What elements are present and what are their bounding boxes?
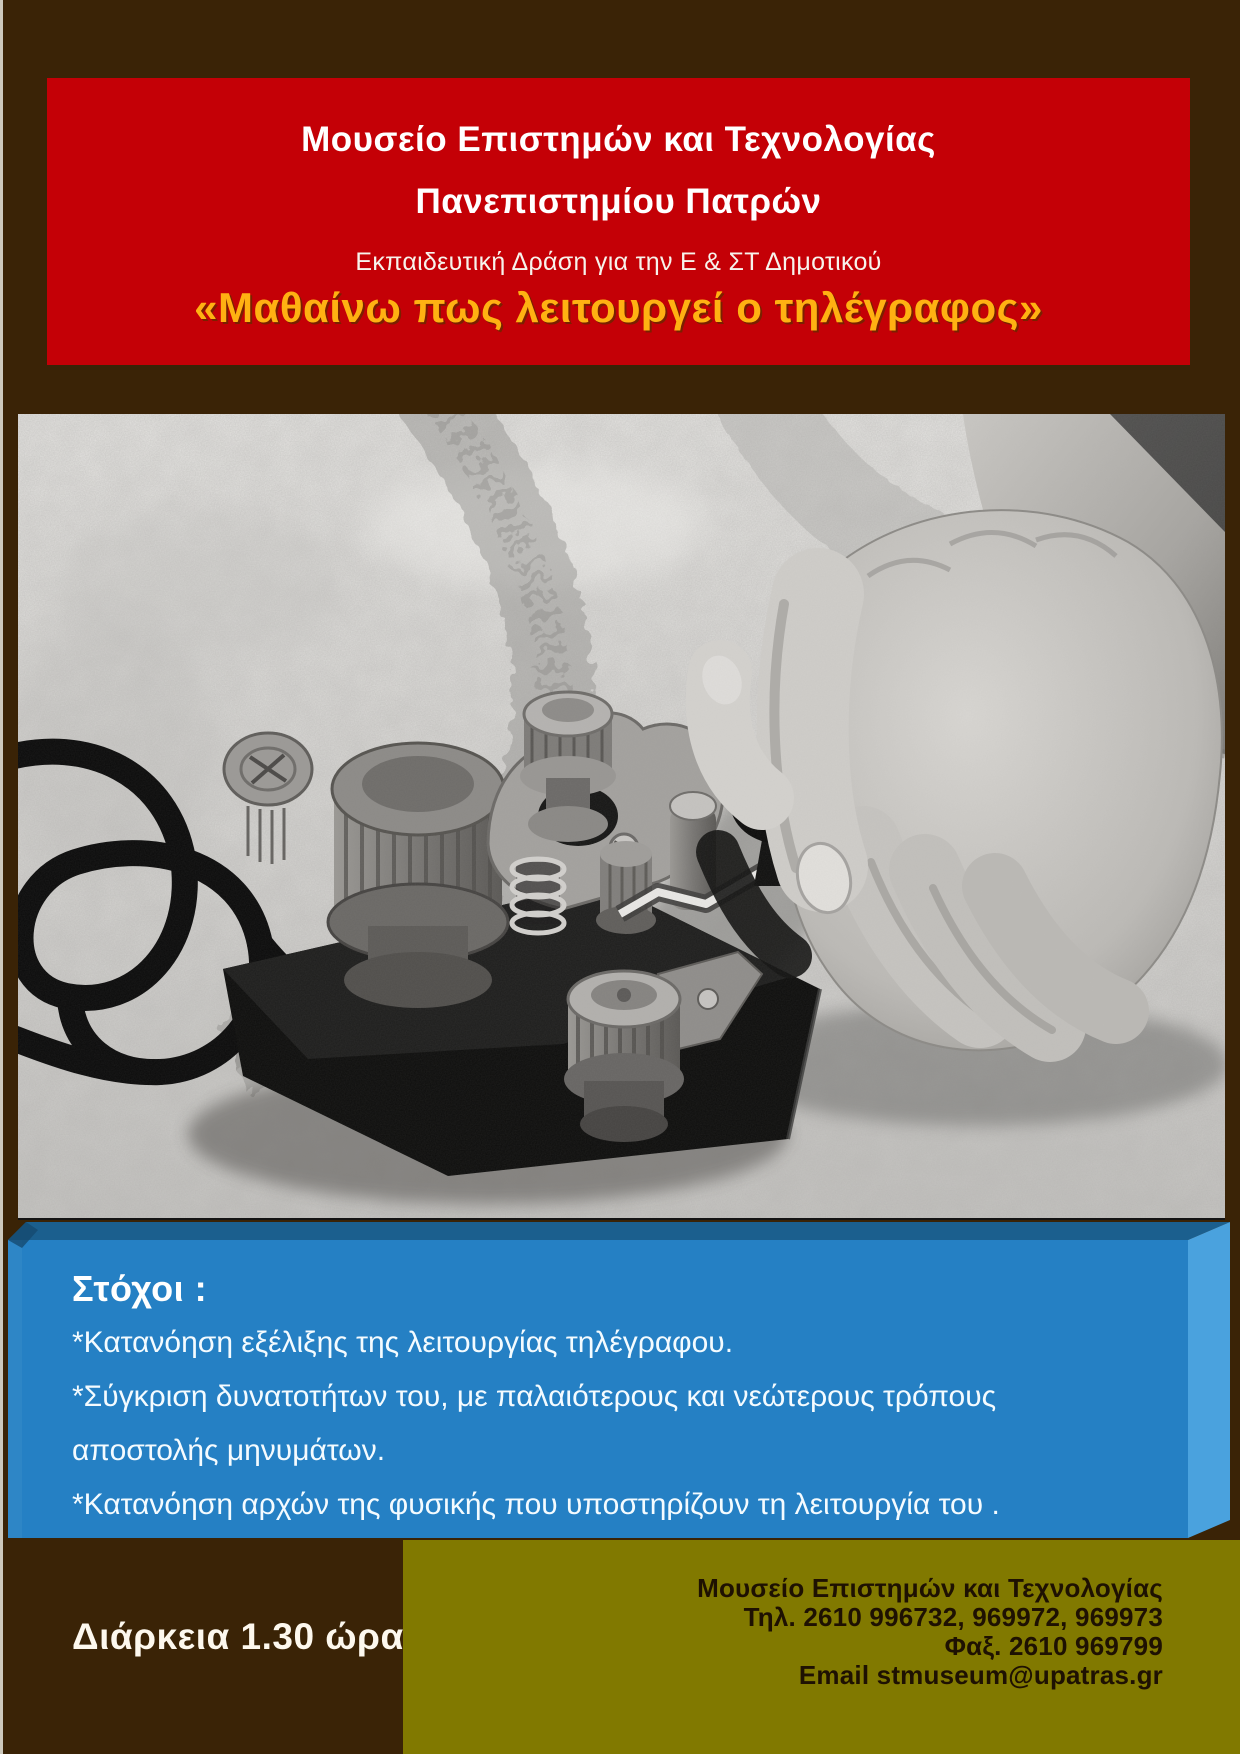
goals-box-left-bevel [8, 1240, 22, 1538]
header-title-line2: Πανεπιστημίου Πατρών [415, 182, 822, 221]
goals-box-top-face [8, 1222, 1230, 1240]
header-banner [47, 78, 1190, 365]
header-activity-title: «Μαθαίνω πως λειτουργεί ο τηλέγραφος» [194, 284, 1043, 331]
goal-item: *Κατανόηση εξέλιξης της λειτουργίας τηλέγραφου. [72, 1326, 734, 1359]
contact-line-email: Email stmuseum@upatras.gr [798, 1660, 1163, 1690]
contact-line-phone: Τηλ. 2610 996732, 969972, 969973 [743, 1602, 1163, 1632]
goals-items [72, 1316, 1128, 1532]
goals-box-right-face [1188, 1222, 1230, 1538]
photo-frame [18, 414, 1225, 1220]
goals-panel [8, 1222, 1230, 1538]
goals-heading: Στόχοι : [72, 1268, 208, 1309]
footer-olive-panel [403, 1540, 1240, 1754]
left-edge-line [0, 0, 3, 1754]
header-title-line1: Μουσείο Επιστημών και Τεχνολογίας [301, 120, 936, 159]
photo-illustration [18, 414, 1225, 1218]
contact-line-fax: Φαξ. 2610 969799 [944, 1631, 1163, 1661]
contact-line-museum: Μουσείο Επιστημών και Τεχνολογίας [697, 1573, 1163, 1603]
goal-item: *Κατανόηση αρχών της φυσικής που υποστηρίζουν τη λειτουργία του . [72, 1488, 1000, 1521]
duration-label: Διάρκεια 1.30 ώρα [72, 1616, 404, 1657]
contact-block [697, 1574, 1163, 1690]
goal-item: *Σύγκριση δυνατοτήτων του, με παλαιότερους και νεώτερους τρόπους αποστολής μηνυμάτων. [72, 1380, 997, 1467]
header-subtitle: Εκπαιδευτική Δράση για την Ε & ΣΤ Δημοτικού [355, 248, 882, 276]
